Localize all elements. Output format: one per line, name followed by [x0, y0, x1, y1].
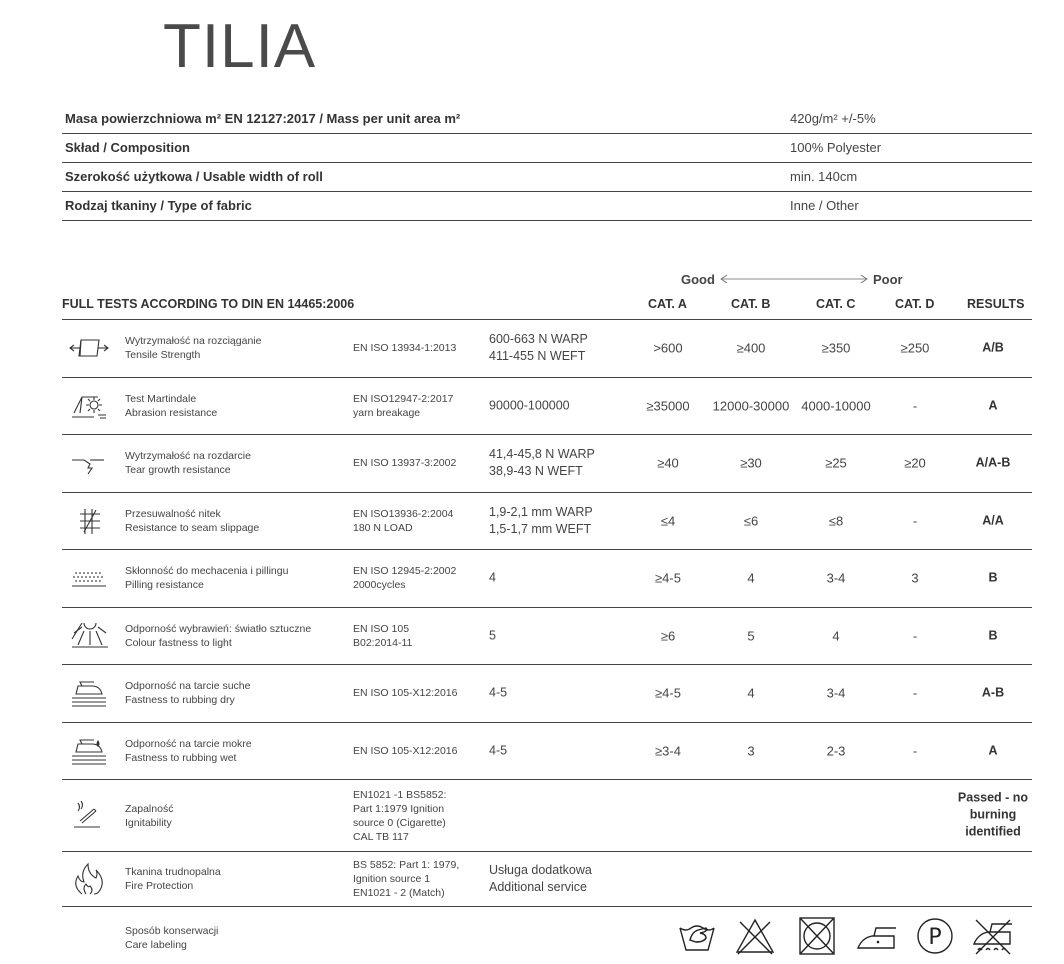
- test-standard: CAL TB 117: [353, 830, 409, 843]
- test-standard: EN ISO 105-X12:2016: [353, 744, 458, 757]
- test-standard: 2000cycles: [353, 579, 406, 592]
- header-cat-b: CAT. B: [731, 297, 771, 311]
- cat-d-value: -: [912, 398, 918, 414]
- do-not-tumble-dry-icon: [796, 914, 838, 958]
- rubbing-dry-icon: [68, 676, 110, 710]
- cat-d-value: -: [912, 743, 918, 759]
- spec-row: [62, 163, 1032, 192]
- test-standard: EN ISO 12945-2:2002: [353, 565, 457, 578]
- spec-row: [62, 105, 1032, 134]
- cat-c-value: ≤8: [828, 513, 844, 529]
- cat-c-value: 3-4: [826, 685, 846, 701]
- cat-a-value: ≥6: [660, 628, 676, 644]
- test-standard: EN1021 - 2 (Match): [353, 887, 445, 899]
- test-value: 90000-100000: [489, 398, 570, 413]
- result-value: A/A-B: [975, 455, 1011, 470]
- spec-value: 100% Polyester: [790, 140, 882, 155]
- tear-icon: [68, 446, 110, 480]
- do-not-bleach-icon: [734, 914, 776, 958]
- fire-protection-icon: [68, 862, 110, 896]
- cat-a-value: ≥3-4: [655, 743, 681, 759]
- test-standard: Ignition source 1: [353, 873, 431, 885]
- tests-table: [62, 320, 1032, 907]
- test-name-en: Fastness to rubbing wet: [125, 751, 237, 764]
- care-icons: [676, 914, 1026, 960]
- table-row: [62, 723, 1032, 781]
- test-name-pl: Tkanina trudnopalna: [125, 866, 221, 878]
- test-value: 600-663 N WARP: [489, 332, 588, 347]
- table-row: [62, 493, 1032, 551]
- test-name-pl: Wytrzymałość na rozciąganie: [125, 335, 262, 348]
- cat-c-value: 4000-10000: [801, 398, 871, 414]
- rubbing-wet-icon: [68, 734, 110, 768]
- cat-b-value: 12000-30000: [712, 398, 790, 414]
- svg-text:P: P: [928, 925, 942, 950]
- result-value: Passed - no burning identified: [957, 790, 1029, 839]
- test-name-pl: Test Martindale: [125, 392, 197, 405]
- test-name-en: Tear growth resistance: [125, 464, 231, 477]
- cat-d-value: -: [912, 685, 918, 701]
- result-value: A-B: [981, 685, 1005, 700]
- spec-label: Szerokość użytkowa / Usable width of roll: [65, 169, 323, 184]
- cat-c-value: 3-4: [826, 570, 846, 586]
- spec-label: Skład / Composition: [65, 140, 190, 155]
- spec-value: 420g/m² +/-5%: [790, 111, 876, 126]
- table-row: [62, 608, 1032, 666]
- cat-b-value: 5: [747, 628, 755, 644]
- seam-slippage-icon: [68, 504, 110, 538]
- table-row: [62, 320, 1032, 378]
- test-value: 4-5: [489, 743, 508, 758]
- test-standard: EN ISO 105: [353, 622, 410, 635]
- light-fastness-icon: [68, 619, 110, 653]
- table-row: [62, 665, 1032, 723]
- hand-wash-icon: [676, 914, 718, 958]
- test-name-en: Resistance to seam slippage: [125, 521, 260, 534]
- table-row: [62, 852, 1032, 907]
- spec-value: min. 140cm: [790, 169, 858, 184]
- test-name-en: Fire Protection: [125, 880, 194, 892]
- cat-d-value: -: [912, 628, 918, 644]
- test-value: 4: [489, 570, 496, 585]
- cat-a-value: ≥35000: [646, 398, 690, 414]
- table-row: [62, 378, 1032, 436]
- result-value: B: [988, 570, 998, 585]
- test-standard: source 0 (Cigarette): [353, 816, 446, 829]
- cat-b-value: ≥400: [736, 340, 766, 356]
- test-standard: yarn breakage: [353, 406, 421, 419]
- cat-a-value: ≥4-5: [655, 685, 681, 701]
- test-value: Additional service: [489, 880, 587, 894]
- test-standard: 180 N LOAD: [353, 521, 413, 534]
- cat-c-value: ≥25: [825, 455, 847, 471]
- header-results: RESULTS: [967, 297, 1025, 311]
- spec-label: Rodzaj tkaniny / Type of fabric: [65, 198, 252, 213]
- test-value: Usługa dodatkowa: [489, 863, 592, 877]
- test-name-en: Fastness to rubbing dry: [125, 694, 235, 707]
- test-value: 411-455 N WEFT: [489, 349, 586, 364]
- dry-clean-p-icon: [914, 914, 956, 958]
- test-standard: EN ISO12947-2:2017: [353, 392, 454, 405]
- abrasion-icon: [68, 389, 110, 423]
- test-name-en: Pilling resistance: [125, 579, 204, 592]
- spec-value: Inne / Other: [790, 198, 859, 213]
- tests-header: [62, 295, 1032, 320]
- test-standard: EN ISO 13934-1:2013: [353, 342, 457, 355]
- table-row: [62, 435, 1032, 493]
- test-name-pl: Odporność wybrawień: światło sztuczne: [125, 622, 312, 635]
- cat-c-value: ≥350: [821, 340, 851, 356]
- test-name-en: Colour fastness to light: [125, 636, 232, 649]
- cat-b-value: 3: [747, 743, 755, 759]
- cat-b-value: 4: [747, 685, 755, 701]
- test-standard: BS 5852: Part 1: 1979,: [353, 859, 460, 871]
- test-name-pl: Skłonność do mechacenia i pillingu: [125, 565, 289, 578]
- cat-d-value: ≥250: [900, 340, 930, 356]
- result-value: A/B: [982, 340, 1004, 355]
- header-cat-a: CAT. A: [648, 297, 687, 311]
- care-labeling: [125, 924, 218, 952]
- cat-d-value: ≥20: [904, 455, 926, 471]
- cat-c-value: 4: [832, 628, 840, 644]
- spec-table: [62, 105, 1032, 221]
- test-standard: EN1021 -1 BS5852:: [353, 788, 447, 801]
- spec-row: [62, 134, 1032, 163]
- legend-good: Good: [681, 272, 715, 287]
- test-standard: EN ISO 13937-3:2002: [353, 457, 457, 470]
- cat-d-value: -: [912, 513, 918, 529]
- care-label-pl: Sposób konserwacji: [125, 925, 219, 937]
- iron-low-icon: [856, 914, 898, 958]
- page-title: TILIA: [163, 12, 317, 81]
- cat-b-value: 4: [747, 570, 755, 586]
- result-value: A: [988, 398, 998, 413]
- tensile-icon: [68, 331, 110, 365]
- cat-b-value: ≤6: [743, 513, 759, 529]
- test-standard: EN ISO13936-2:2004: [353, 507, 454, 520]
- test-value: 1,5-1,7 mm WEFT: [489, 521, 592, 536]
- header-cat-c: CAT. C: [816, 297, 856, 311]
- result-value: A/A: [982, 513, 1004, 528]
- test-name-pl: Zapalność: [125, 802, 174, 815]
- test-standard: Part 1:1979 Ignition: [353, 802, 445, 815]
- test-name-en: Tensile Strength: [125, 349, 201, 362]
- pilling-icon: [68, 561, 110, 595]
- test-name-pl: Odporność na tarcie suche: [125, 680, 251, 693]
- table-row: [62, 550, 1032, 608]
- cat-a-value: >600: [653, 340, 683, 356]
- result-value: A: [988, 743, 998, 758]
- cat-a-value: ≥40: [657, 455, 679, 471]
- test-value: 1,9-2,1 mm WARP: [489, 504, 593, 519]
- test-value: 5: [489, 628, 496, 643]
- test-name-en: Ignitability: [125, 816, 172, 829]
- test-name-pl: Przesuwalność nitek: [125, 507, 221, 520]
- ignitability-icon: [68, 799, 110, 833]
- good-poor-arrow-icon: [719, 273, 869, 285]
- test-value: 4-5: [489, 685, 508, 700]
- do-not-steam-icon: [972, 914, 1014, 958]
- cat-a-value: ≥4-5: [655, 570, 681, 586]
- header-cat-d: CAT. D: [895, 297, 935, 311]
- cat-a-value: ≤4: [660, 513, 676, 529]
- tests-title: FULL TESTS ACCORDING TO DIN EN 14465:2006: [62, 297, 355, 311]
- legend-poor: Poor: [873, 272, 903, 287]
- spec-label: Masa powierzchniowa m² EN 12127:2017 / Mass per unit area m²: [65, 111, 461, 126]
- cat-d-value: 3: [911, 570, 919, 586]
- table-row: [62, 780, 1032, 852]
- test-standard: B02:2014-11: [353, 636, 413, 649]
- care-label-en: Care labeling: [125, 939, 187, 951]
- spec-row: [62, 192, 1032, 221]
- cat-c-value: 2-3: [826, 743, 846, 759]
- cat-b-value: ≥30: [740, 455, 762, 471]
- test-name-pl: Wytrzymałość na rozdarcie: [125, 450, 251, 463]
- test-value: 41,4-45,8 N WARP: [489, 447, 595, 462]
- test-value: 38,9-43 N WEFT: [489, 464, 583, 479]
- test-standard: EN ISO 105-X12:2016: [353, 687, 458, 700]
- test-name-pl: Odporność na tarcie mokre: [125, 737, 252, 750]
- test-name-en: Abrasion resistance: [125, 406, 218, 419]
- result-value: B: [988, 628, 998, 643]
